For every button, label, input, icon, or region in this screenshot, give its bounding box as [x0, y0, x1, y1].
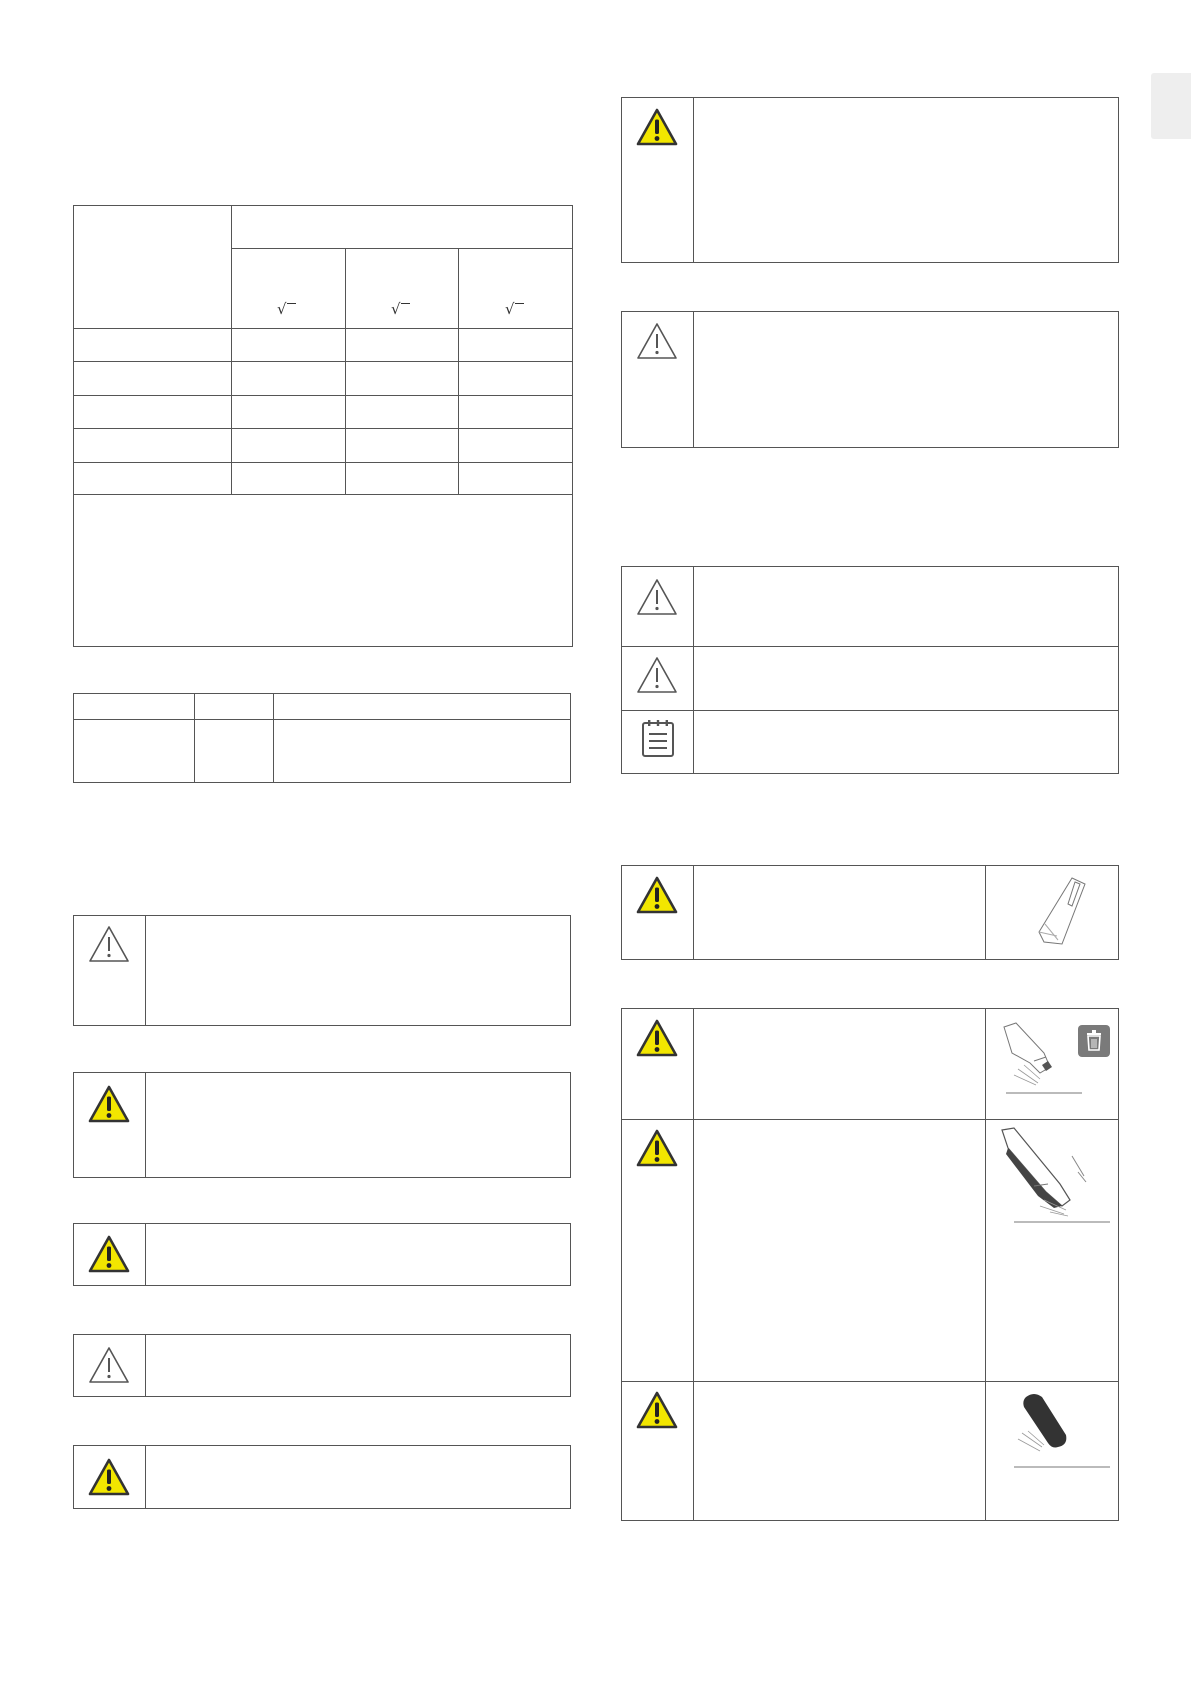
warning-outline-icon [635, 655, 679, 695]
spec-table-sqrt-symbol: √ [505, 300, 524, 318]
warning-yellow-icon [635, 107, 679, 147]
warning-outline-icon [635, 321, 679, 361]
illustrated-group [621, 1008, 1119, 1521]
warning-yellow-icon [87, 1234, 131, 1274]
notice-box [73, 1072, 571, 1178]
warning-outline-icon [87, 924, 131, 964]
spec-table-sqrt-symbol: √ [277, 300, 296, 318]
small-table-frame [73, 693, 571, 783]
notice-group [621, 566, 1119, 774]
notice-box [73, 1445, 571, 1509]
spec-table-footnote [80, 500, 566, 640]
scanner-dispose-illustration [994, 1017, 1112, 1109]
notice-box [621, 97, 1119, 263]
illustrated-notice [621, 865, 1119, 960]
warning-yellow-icon [635, 1390, 679, 1430]
warning-outline-icon [635, 577, 679, 617]
warning-yellow-icon [87, 1084, 131, 1124]
spec-table-group-header [232, 206, 572, 248]
scanner-tip-illustration [1017, 874, 1097, 952]
notice-box [73, 1223, 571, 1286]
side-tab-marker [1151, 73, 1191, 139]
notice-box [73, 1334, 571, 1397]
notice-box [621, 311, 1119, 448]
scanner-drop-illustration [994, 1126, 1112, 1226]
scanner-sleeve-illustration [994, 1391, 1112, 1475]
warning-yellow-icon [635, 1128, 679, 1168]
warning-yellow-icon [635, 1018, 679, 1058]
notice-box [73, 915, 571, 1026]
warning-yellow-icon [635, 875, 679, 915]
warning-outline-icon [87, 1345, 131, 1385]
note-clipboard-icon [640, 718, 676, 758]
spec-table-sqrt-symbol: √ [391, 300, 410, 318]
warning-yellow-icon [87, 1457, 131, 1497]
